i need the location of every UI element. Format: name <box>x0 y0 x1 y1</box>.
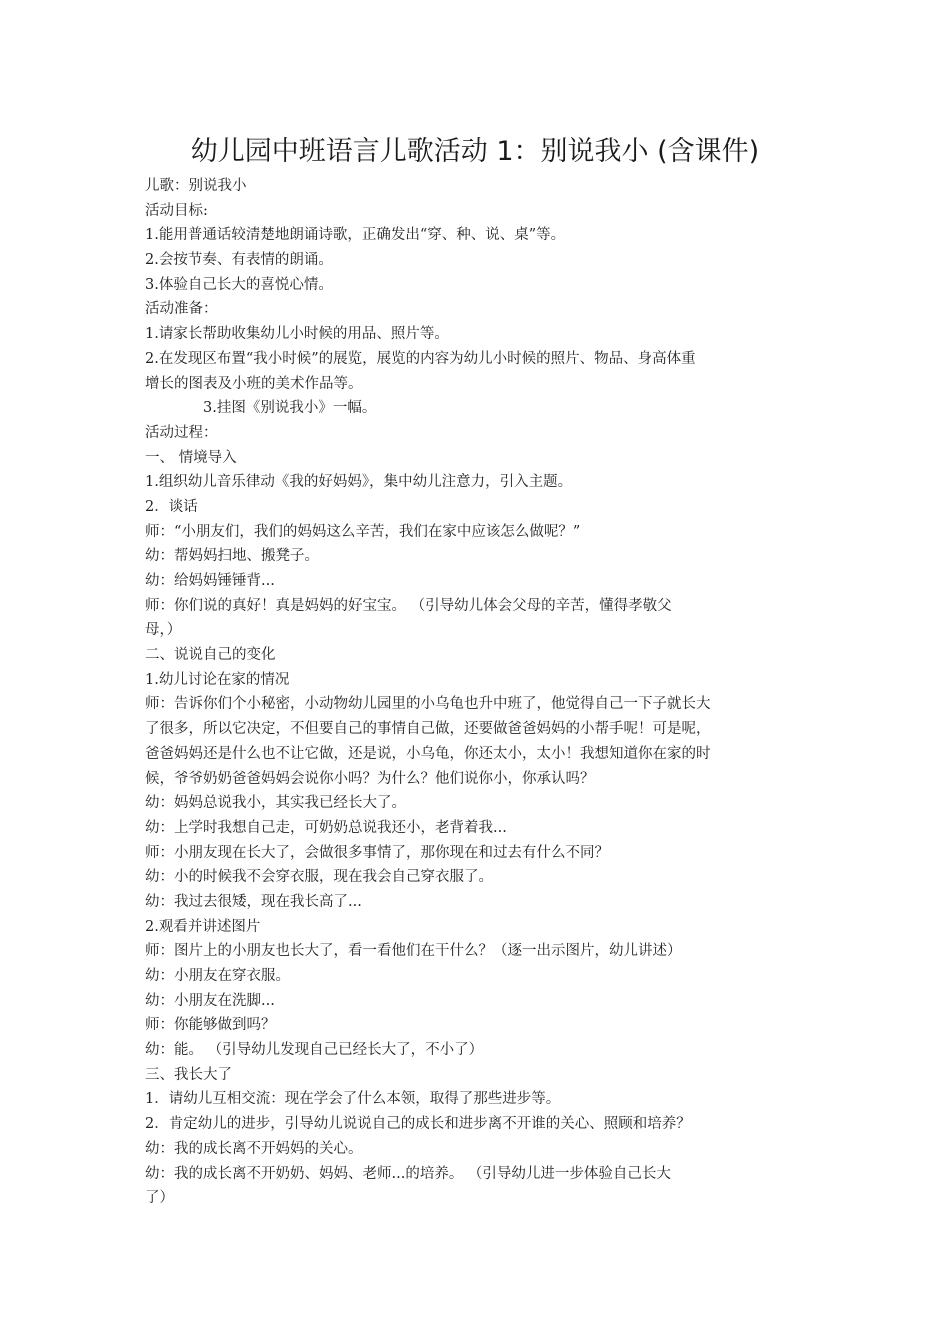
text-line: 幼：妈妈总说我小，其实我已经长大了。 <box>145 795 406 812</box>
text-line: 幼：小朋友在洗脚... <box>145 992 275 1009</box>
text-line: 1.幼儿讨论在家的情况 <box>145 671 290 688</box>
text-line: 师：小朋友现在长大了，会做很多事情了，那你现在和过去有什么不同？ <box>145 844 609 861</box>
text-line: 了很多，所以它决定，不但要自己的事情自己做，还要做爸爸妈妈的小帮手呢！可是呢， <box>145 721 711 738</box>
section-heading: 活动过程： <box>145 424 218 441</box>
text-line: 师：图片上的小朋友也长大了，看一看他们在干什么？（逐一出示图片，幼儿讲述） <box>145 943 682 960</box>
section-heading: 三、我长大了 <box>145 1066 232 1083</box>
document-body <box>145 174 805 1211</box>
text-line: 1．请幼儿互相交流：现在学会了什么本领，取得了那些进步等。 <box>145 1091 561 1108</box>
text-line: 师：你们说的真好！真是妈妈的好宝宝。 （引导幼儿体会父母的辛苦，懂得孝敬父 <box>145 597 672 614</box>
text-line: 师：你能够做到吗？ <box>145 1017 276 1034</box>
text-line: 师：“小朋友们，我们的妈妈这么辛苦，我们在家中应该怎么做呢？” <box>145 523 581 540</box>
text-line: 2.观看并讲述图片 <box>145 918 261 935</box>
text-line: 幼：小的时候我不会穿衣服，现在我会自己穿衣服了。 <box>145 869 493 886</box>
text-line: 儿歌：别说我小 <box>145 178 247 194</box>
text-line: 增长的图表及小班的美术作品等。 <box>145 375 363 392</box>
text-line: 1.请家长帮助收集幼儿小时候的用品、照片等。 <box>145 326 449 343</box>
text-line: 了） <box>145 1190 174 1207</box>
text-line: 幼：我的成长离不开奶奶、妈妈、老师...的培养。 （引导幼儿进一步体验自己长大 <box>145 1165 671 1182</box>
text-line: 爸爸妈妈还是什么也不让它做，还是说，小乌龟，你还太小，太小！我想知道你在家的时 <box>145 745 711 762</box>
text-line: 2.会按节奏、有表情的朗诵。 <box>145 252 333 269</box>
text-line: 师：告诉你们个小秘密，小动物幼儿园里的小乌龟也升中班了，他觉得自己一下子就长大 <box>145 696 711 713</box>
section-heading: 活动准备： <box>145 301 218 318</box>
text-line: 2．谈话 <box>145 498 198 515</box>
text-line: 幼：小朋友在穿衣服。 <box>145 968 290 984</box>
text-line: 2.在发现区布置“我小时候”的展览，展览的内容为幼儿小时候的照片、物品、身高体重 <box>145 350 696 367</box>
text-line: 1.能用普通话较清楚地朗诵诗歌，正确发出“穿、种、说、桌”等。 <box>145 227 566 244</box>
text-line: 幼：上学时我想自己走，可奶奶总说我还小，老背着我... <box>145 819 507 836</box>
text-line: 幼：能。 （引导幼儿发现自己已经长大了，不小了） <box>145 1042 484 1059</box>
text-line: 幼：给妈妈锤锤背... <box>145 573 275 589</box>
text-line: 幼：帮妈妈扫地、搬凳子。 <box>145 548 319 565</box>
text-line: 幼：我的成长离不开妈妈的关心。 <box>145 1140 363 1157</box>
document-title: 幼儿园中班语言儿歌活动 1：别说我小 (含课件) <box>190 136 760 167</box>
text-line: 候，爷爷奶奶爸爸妈妈会说你小吗？为什么？他们说你小，你承认吗？ <box>145 770 595 787</box>
section-heading: 活动目标: <box>145 202 208 219</box>
text-line: 3.体验自己长大的喜悦心情。 <box>145 276 333 293</box>
text-line: 幼：我过去很矮，现在我长高了... <box>145 893 362 910</box>
text-line: 2．肯定幼儿的进步，引导幼儿说说自己的成长和进步离不开谁的关心、照顾和培养？ <box>145 1116 691 1133</box>
section-heading: 二、说说自己的变化 <box>145 647 276 664</box>
text-line: 1.组织幼儿音乐律动《我的好妈妈》，集中幼儿注意力，引入主题。 <box>145 474 573 491</box>
text-line: 3.挂图《别说我小》一幅。 <box>203 400 377 417</box>
text-line: 母，） <box>145 622 182 639</box>
section-heading: 一、 情境导入 <box>145 449 237 466</box>
